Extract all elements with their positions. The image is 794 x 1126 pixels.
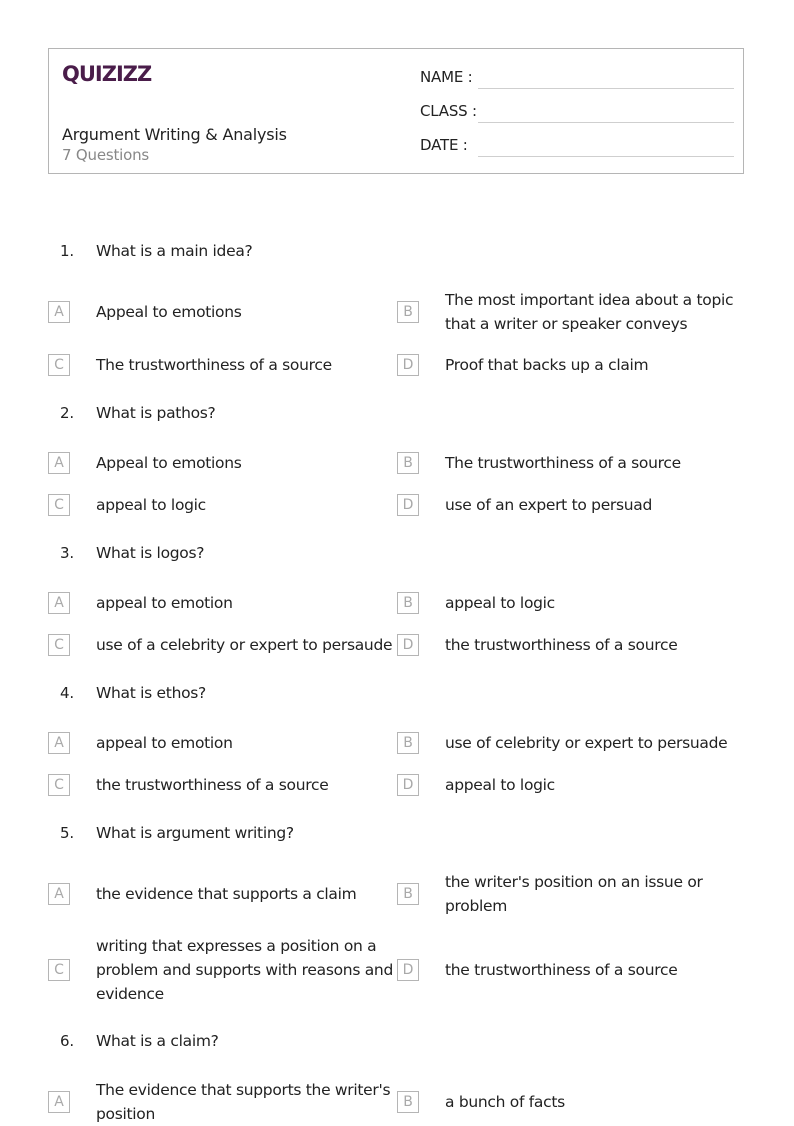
question-text: What is logos? — [96, 544, 205, 562]
option-a-text: Appeal to emotions — [96, 303, 242, 321]
worksheet-header — [48, 48, 744, 174]
option-c-text: appeal to logic — [96, 496, 206, 514]
option-b-box[interactable]: B — [397, 883, 419, 905]
option-d-text: the trustworthiness of a source — [445, 636, 678, 654]
option-a-text: appeal to emotion — [96, 594, 233, 612]
question-text: What is pathos? — [96, 404, 216, 422]
question-number: 5. — [60, 824, 74, 842]
svg-text:QUIZIZZ: QUIZIZZ — [62, 62, 152, 86]
question-count: 7 Questions — [62, 146, 150, 164]
option-a-box[interactable]: A — [48, 301, 70, 323]
question-number: 1. — [60, 242, 74, 260]
class-line — [478, 122, 734, 123]
option-d-box[interactable]: D — [397, 354, 419, 376]
option-c-box[interactable]: C — [48, 634, 70, 656]
name-label: NAME : — [420, 68, 473, 86]
question-text: What is a claim? — [96, 1032, 219, 1050]
option-d-text: appeal to logic — [445, 776, 555, 794]
option-a-text: The evidence that supports the writer's position — [96, 1081, 391, 1123]
question-number: 4. — [60, 684, 74, 702]
question-number: 6. — [60, 1032, 74, 1050]
option-d-box[interactable]: D — [397, 959, 419, 981]
option-c-text: writing that expresses a position on a problem and supports with reasons and evidence — [96, 937, 393, 1003]
option-c-box[interactable]: C — [48, 354, 70, 376]
name-line — [478, 88, 734, 89]
option-c-text: use of a celebrity or expert to persaude — [96, 636, 393, 654]
option-b-text: a bunch of facts — [445, 1093, 565, 1111]
option-c-box[interactable]: C — [48, 774, 70, 796]
option-b-text: use of celebrity or expert to persuade — [445, 734, 728, 752]
question-text: What is argument writing? — [96, 824, 294, 842]
class-field[interactable] — [420, 102, 734, 124]
option-b-box[interactable]: B — [397, 592, 419, 614]
question-number: 2. — [60, 404, 74, 422]
option-c-text: The trustworthiness of a source — [96, 356, 332, 374]
question-text: What is ethos? — [96, 684, 206, 702]
question-number: 3. — [60, 544, 74, 562]
option-b-text: the writer's position on an issue or problem — [445, 873, 703, 915]
option-a-box[interactable]: A — [48, 883, 70, 905]
option-b-box[interactable]: B — [397, 452, 419, 474]
quizizz-logo — [62, 60, 152, 86]
date-line — [478, 156, 734, 157]
option-c-box[interactable]: C — [48, 494, 70, 516]
option-b-text: appeal to logic — [445, 594, 555, 612]
option-a-box[interactable]: A — [48, 452, 70, 474]
option-a-box[interactable]: A — [48, 732, 70, 754]
option-c-text: the trustworthiness of a source — [96, 776, 329, 794]
date-label: DATE : — [420, 136, 468, 154]
question-text: What is a main idea? — [96, 242, 253, 260]
option-b-box[interactable]: B — [397, 732, 419, 754]
option-d-text: Proof that backs up a claim — [445, 356, 649, 374]
option-a-box[interactable]: A — [48, 592, 70, 614]
option-a-text: the evidence that supports a claim — [96, 885, 357, 903]
option-b-text: The trustworthiness of a source — [445, 454, 681, 472]
date-field[interactable] — [420, 136, 734, 158]
option-d-text: use of an expert to persuad — [445, 496, 653, 514]
option-a-box[interactable]: A — [48, 1091, 70, 1113]
class-label: CLASS : — [420, 102, 477, 120]
option-d-text: the trustworthiness of a source — [445, 961, 678, 979]
option-a-text: Appeal to emotions — [96, 454, 242, 472]
name-field[interactable] — [420, 68, 734, 90]
option-b-box[interactable]: B — [397, 1091, 419, 1113]
option-b-text: The most important idea about a topic that a writer or speaker conveys — [445, 291, 734, 333]
option-d-box[interactable]: D — [397, 774, 419, 796]
option-d-box[interactable]: D — [397, 494, 419, 516]
worksheet-title: Argument Writing & Analysis — [62, 125, 287, 144]
option-b-box[interactable]: B — [397, 301, 419, 323]
option-d-box[interactable]: D — [397, 634, 419, 656]
option-c-box[interactable]: C — [48, 959, 70, 981]
option-a-text: appeal to emotion — [96, 734, 233, 752]
